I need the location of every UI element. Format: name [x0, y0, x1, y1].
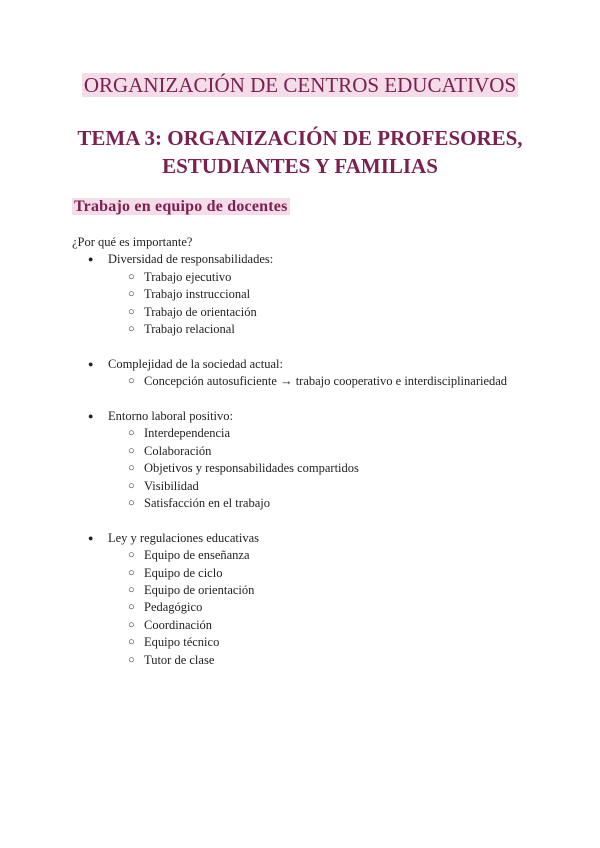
bullet-label: Diversidad de responsabilidades:: [108, 252, 274, 267]
sub-item: ○ Visibilidad: [108, 478, 572, 495]
sub-item: ○ Trabajo instruccional: [108, 286, 572, 303]
main-title-text: ORGANIZACIÓN DE CENTROS EDUCATIVOS: [83, 73, 517, 97]
main-title: [0, 72, 600, 98]
sub-item: ○ Colaboración: [108, 443, 572, 460]
sub-item: ○ Equipo técnico: [108, 634, 572, 651]
sub-item: ○ Equipo de orientación: [108, 582, 572, 599]
sub-list: [108, 547, 572, 669]
tema-title-line1: TEMA 3: ORGANIZACIÓN DE PROFESORES,: [77, 126, 523, 150]
bullet-label: Entorno laboral positivo:: [108, 409, 233, 424]
sub-item: ○ Objetivos y responsabilidades compartidos: [108, 460, 572, 477]
sub-item: ○ Equipo de ciclo: [108, 565, 572, 582]
sub-list: [108, 373, 572, 390]
sub-list: [108, 269, 572, 339]
sub-item: ○ Trabajo relacional: [108, 321, 572, 338]
tema-title-line2: ESTUDIANTES Y FAMILIAS: [162, 154, 438, 178]
sub-item: ○ Concepción autosuficiente → trabajo cooperativo e interdisciplinariedad: [108, 373, 572, 390]
sub-item: ○ Tutor de clase: [108, 652, 572, 669]
bullet-item-entorno: [72, 408, 572, 512]
section-heading-text: Trabajo en equipo de docentes: [74, 198, 288, 215]
sub-list: [108, 425, 572, 512]
content-body: [72, 234, 572, 687]
bullet-list: [72, 251, 572, 669]
bullet-label: Ley y regulaciones educativas: [108, 530, 259, 545]
bullet-label: Complejidad de la sociedad actual:: [108, 356, 283, 371]
sub-item: ○ Trabajo ejecutivo: [108, 269, 572, 286]
bullet-item-diversidad: [72, 251, 572, 338]
sub-item: ○ Coordinación: [108, 617, 572, 634]
tema-title: [0, 124, 600, 180]
sub-item: ○ Pedagógico: [108, 599, 572, 616]
question-text: ¿Por qué es importante?: [72, 235, 193, 249]
bullet-item-complejidad: [72, 356, 572, 391]
sub-item: ○ Equipo de enseñanza: [108, 547, 572, 564]
section-heading: [72, 196, 290, 218]
sub-item: ○ Trabajo de orientación: [108, 304, 572, 321]
sub-item: ○ Satisfacción en el trabajo: [108, 495, 572, 512]
sub-item: ○ Interdependencia: [108, 425, 572, 442]
bullet-item-ley: [72, 530, 572, 669]
